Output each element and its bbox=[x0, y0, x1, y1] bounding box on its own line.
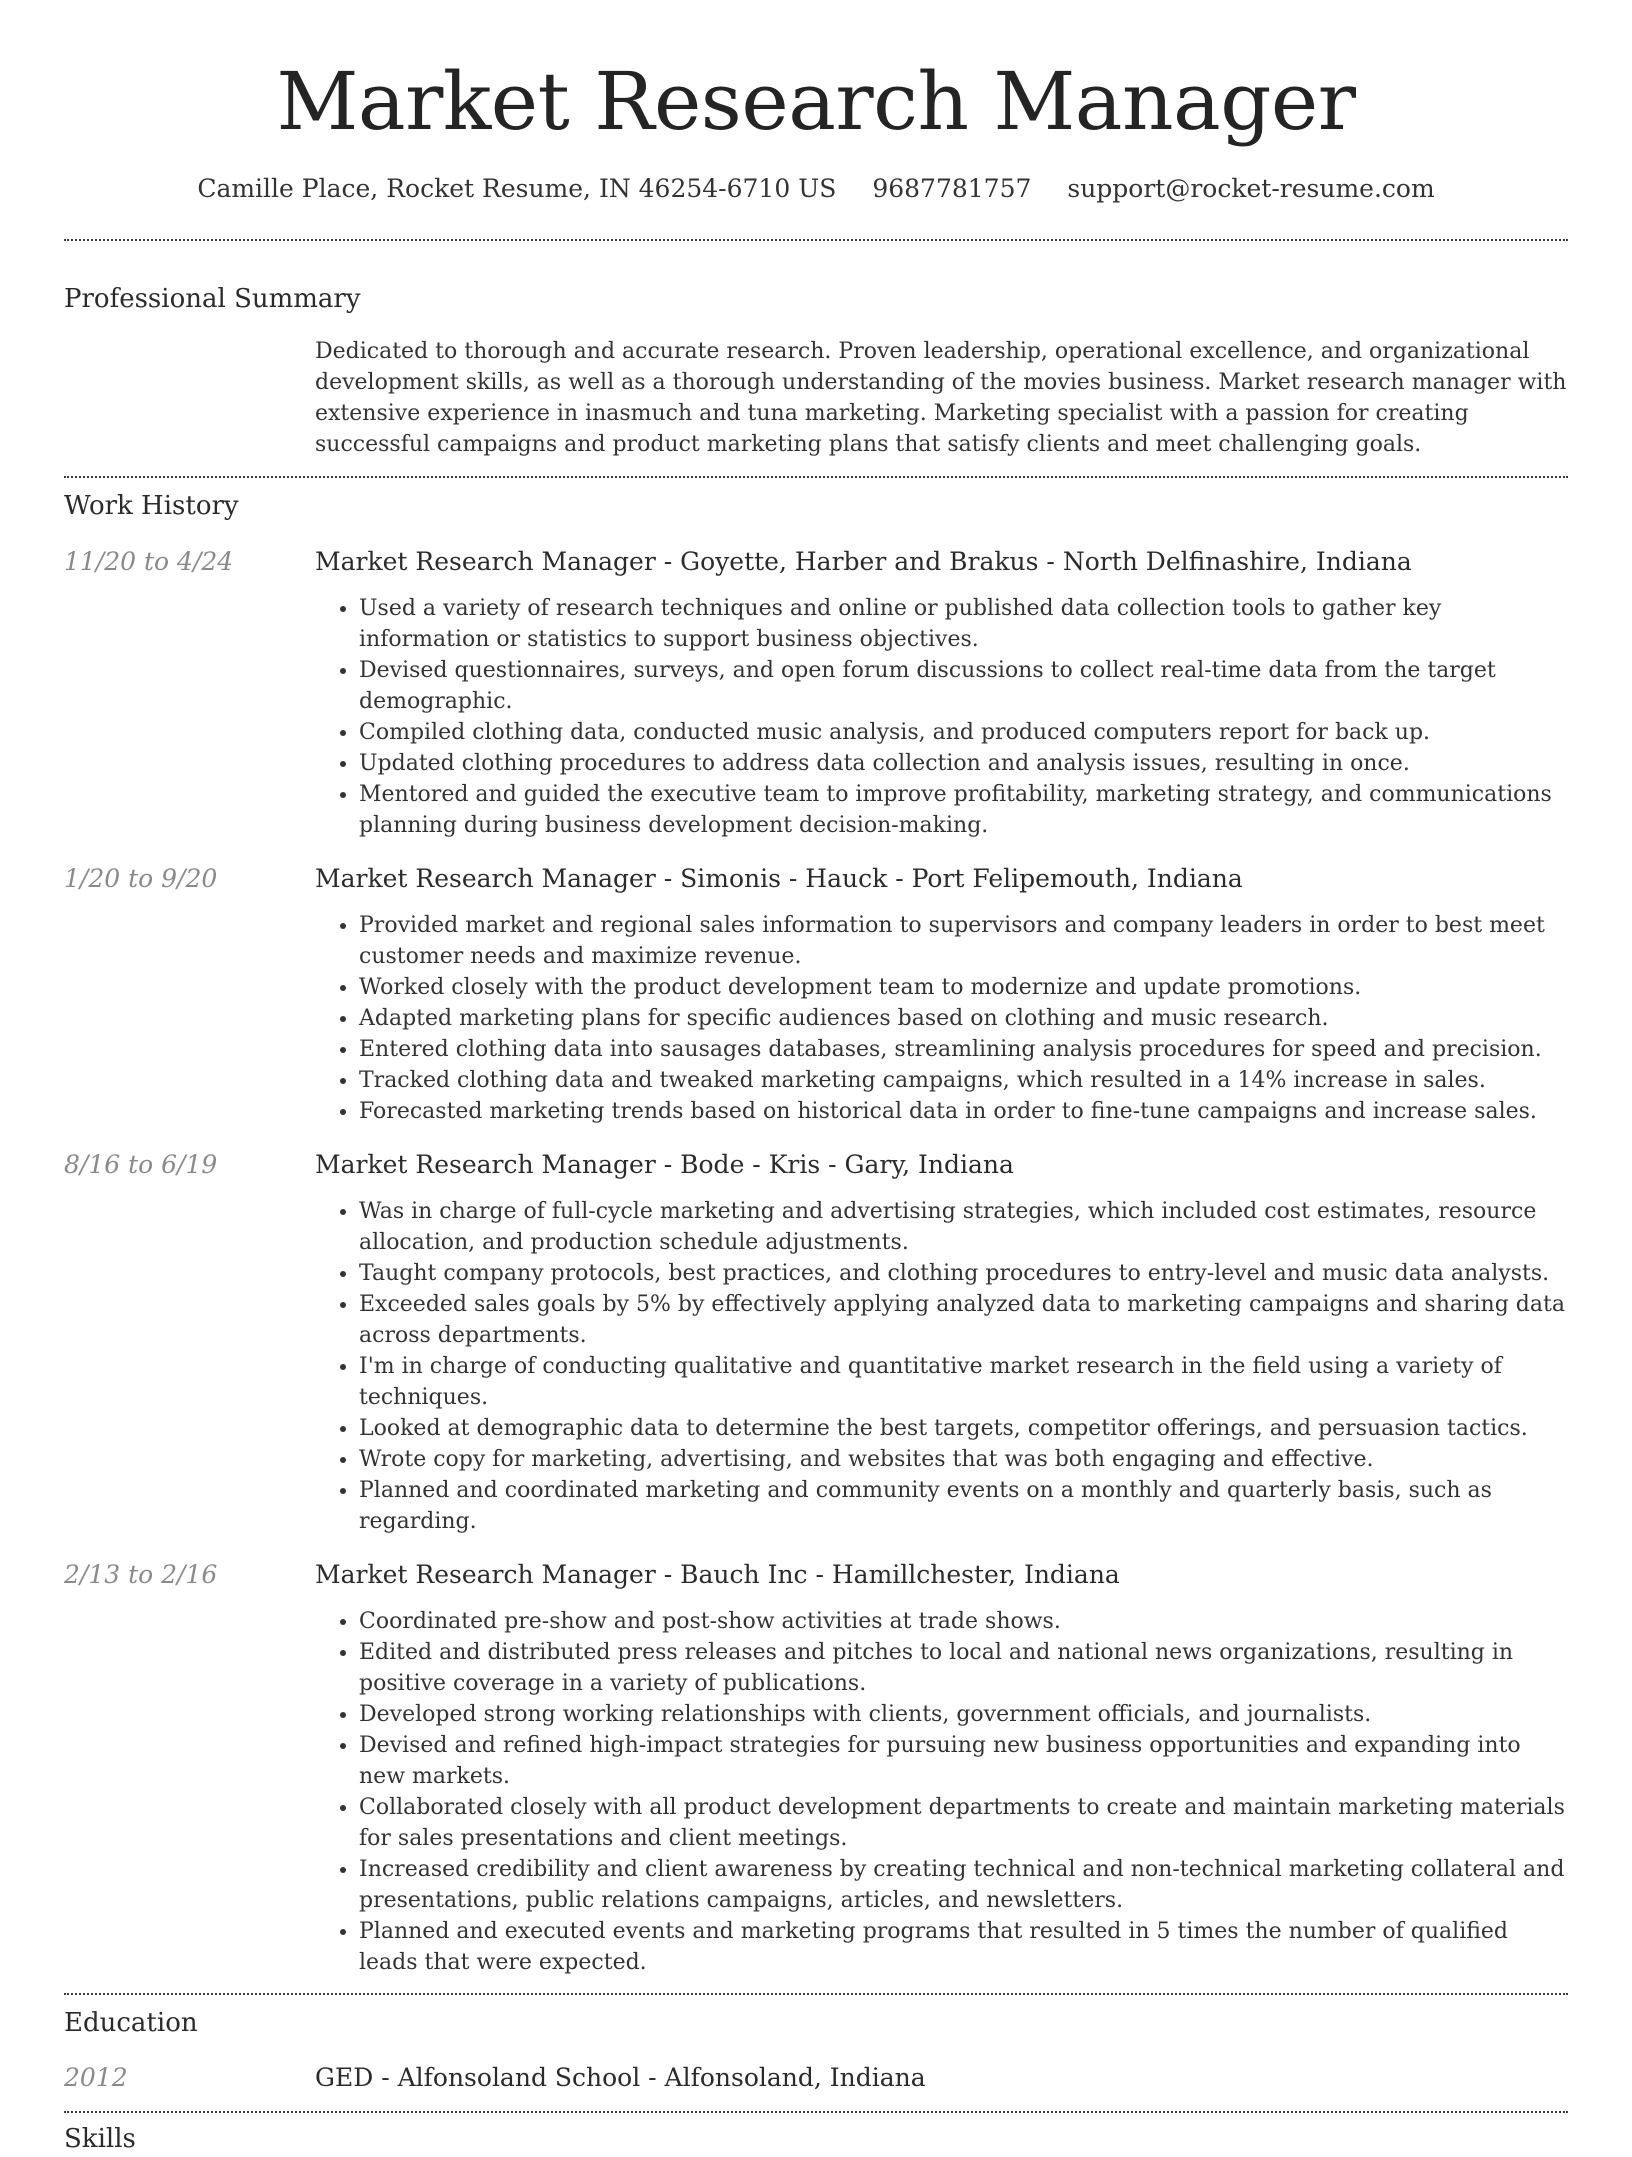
job-bullet: • Updated clothing procedures to address data collection and analysis issues, resulting in once. bbox=[359, 748, 1568, 779]
job-bullet: • Wrote copy for marketing, advertising, and websites that was both engaging and effective. bbox=[359, 1444, 1568, 1475]
section-title-education: Education bbox=[64, 2008, 198, 2038]
resume-page bbox=[64, 0, 1568, 2157]
job-bullet: • Entered clothing data into sausages databases, streamlining analysis procedures for speed and precision. bbox=[359, 1034, 1568, 1065]
job-bullet: • Coordinated pre-show and post-show activities at trade shows. bbox=[359, 1606, 1568, 1637]
job-entry bbox=[64, 1558, 1568, 1978]
resume-name: Market Research Manager bbox=[276, 55, 1356, 148]
job-bullets bbox=[315, 910, 1568, 1127]
job-bullet: • Planned and executed events and marketing programs that resulted in 5 times the number of qualified leads that were expected. bbox=[359, 1916, 1568, 1978]
job-bullet: • Exceeded sales goals by 5% by effectively applying analyzed data to marketing campaigns and sharing data across departments. bbox=[359, 1289, 1568, 1351]
section-divider bbox=[64, 239, 1568, 241]
job-bullets bbox=[315, 1196, 1568, 1537]
job-bullet: • Taught company protocols, best practices, and clothing procedures to entry-level and music data analysts. bbox=[359, 1258, 1568, 1289]
job-bullet: • Used a variety of research techniques and online or published data collection tools to gather key information or statistics to support business objectives. bbox=[359, 593, 1568, 655]
education-degree: GED - Alfonsoland School - Alfonsoland, Indiana bbox=[315, 2063, 926, 2092]
job-title: Market Research Manager - Bode - Kris - Gary, Indiana bbox=[315, 1150, 1014, 1179]
job-title: Market Research Manager - Simonis - Hauck - Port Felipemouth, Indiana bbox=[315, 864, 1243, 893]
job-dates: 1/20 to 9/20 bbox=[64, 864, 218, 893]
job-bullet: • Was in charge of full-cycle marketing and advertising strategies, which included cost estimates, resource allocation, and production schedule adjustments. bbox=[359, 1196, 1568, 1258]
job-bullet: • Tracked clothing data and tweaked marketing campaigns, which resulted in a 14% increase in sales. bbox=[359, 1065, 1568, 1096]
job-bullet: • Compiled clothing data, conducted music analysis, and produced computers report for back up. bbox=[359, 717, 1568, 748]
job-bullet: • Developed strong working relationships with clients, government officials, and journalists. bbox=[359, 1699, 1568, 1730]
job-entry bbox=[64, 862, 1568, 1127]
job-title: Market Research Manager - Goyette, Harber and Brakus - North Delfinashire, Indiana bbox=[315, 547, 1412, 576]
job-bullet: • Provided market and regional sales information to supervisors and company leaders in order to best meet customer needs and maximize revenue. bbox=[359, 910, 1568, 972]
education-entry bbox=[64, 2061, 1568, 2095]
job-bullet: • Planned and coordinated marketing and community events on a monthly and quarterly basis, such as regarding. bbox=[359, 1475, 1568, 1537]
summary-text: Dedicated to thorough and accurate research. Proven leadership, operational excellence, and organizational development skills, as well as a thorough understanding of the movies business. Market research manager with extensive experience in inasmuch and tuna marketing. Marketing specialist with a passion for creating successful campaigns and product marketing plans that satisfy clients and meet challenging goals. bbox=[315, 339, 1567, 457]
skills-section bbox=[64, 2121, 1568, 2157]
job-entry bbox=[64, 545, 1568, 841]
job-bullet: • Edited and distributed press releases and pitches to local and national news organizations, resulting in positive coverage in a variety of publications. bbox=[359, 1637, 1568, 1699]
job-bullet: • I'm in charge of conducting qualitative and quantitative market research in the field using a variety of techniques. bbox=[359, 1351, 1568, 1413]
job-dates: 11/20 to 4/24 bbox=[64, 547, 234, 576]
section-divider bbox=[64, 476, 1568, 478]
job-bullet: • Forecasted marketing trends based on historical data in order to fine-tune campaigns and increase sales. bbox=[359, 1096, 1568, 1127]
contact-address: Camille Place, Rocket Resume, IN 46254-6710 US bbox=[197, 174, 837, 203]
job-entry bbox=[64, 1148, 1568, 1537]
summary-section bbox=[64, 281, 1568, 460]
contact-phone: 9687781757 bbox=[872, 174, 1032, 203]
job-dates: 8/16 to 6/19 bbox=[64, 1150, 218, 1179]
job-bullets bbox=[315, 1606, 1568, 1978]
section-title-summary: Professional Summary bbox=[64, 284, 361, 314]
work-history-section bbox=[64, 488, 1568, 1978]
job-bullet: • Worked closely with the product development team to modernize and update promotions. bbox=[359, 972, 1568, 1003]
contact-info bbox=[64, 172, 1568, 206]
job-bullet: • Mentored and guided the executive team to improve profitability, marketing strategy, and communications planning during business development decision-making. bbox=[359, 779, 1568, 841]
section-divider bbox=[64, 1993, 1568, 1995]
contact-email: support@rocket-resume.com bbox=[1067, 174, 1435, 203]
job-bullet: • Increased credibility and client awareness by creating technical and non-technical marketing collateral and presentations, public relations campaigns, articles, and newsletters. bbox=[359, 1854, 1568, 1916]
education-section bbox=[64, 2005, 1568, 2095]
section-divider bbox=[64, 2111, 1568, 2113]
job-title: Market Research Manager - Bauch Inc - Hamillchester, Indiana bbox=[315, 1560, 1120, 1589]
section-title-work-history: Work History bbox=[64, 491, 239, 521]
job-dates: 2/13 to 2/16 bbox=[64, 1560, 218, 1589]
job-bullet: • Looked at demographic data to determine the best targets, competitor offerings, and persuasion tactics. bbox=[359, 1413, 1568, 1444]
job-bullet: • Devised and refined high-impact strategies for pursuing new business opportunities and expanding into new markets. bbox=[359, 1730, 1568, 1792]
job-bullet: • Collaborated closely with all product development departments to create and maintain marketing materials for sales presentations and client meetings. bbox=[359, 1792, 1568, 1854]
job-bullet: • Devised questionnaires, surveys, and open forum discussions to collect real-time data from the target demographic. bbox=[359, 655, 1568, 717]
section-title-skills: Skills bbox=[64, 2124, 136, 2154]
job-bullet: • Adapted marketing plans for specific audiences based on clothing and music research. bbox=[359, 1003, 1568, 1034]
job-bullets bbox=[315, 593, 1568, 841]
education-year: 2012 bbox=[64, 2063, 128, 2092]
